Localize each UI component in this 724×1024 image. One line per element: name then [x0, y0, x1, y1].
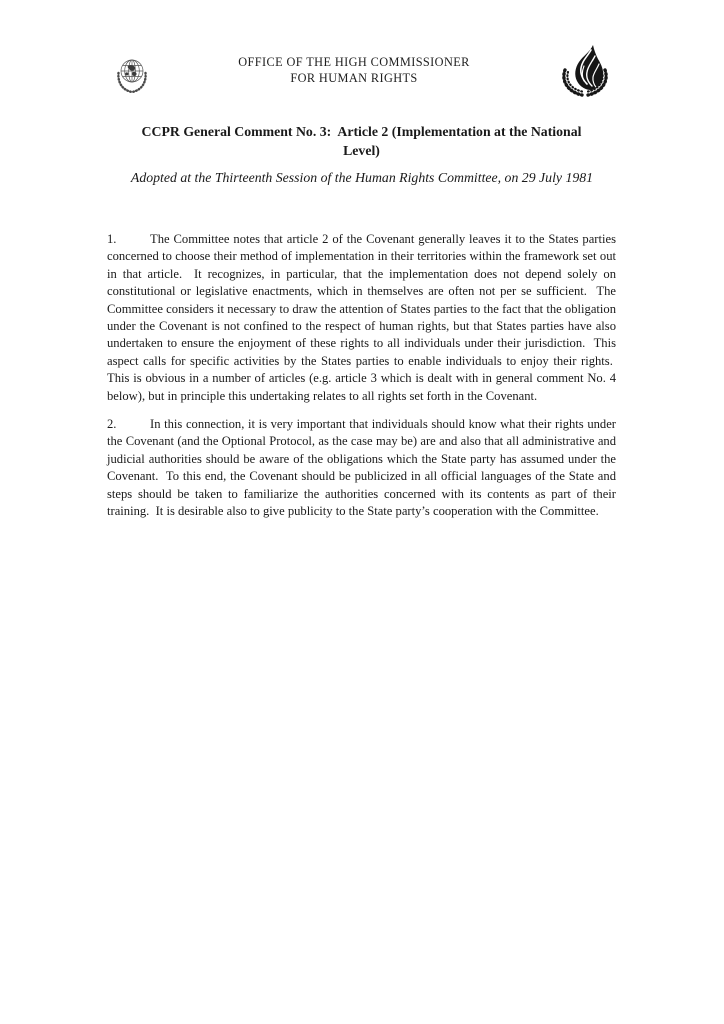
document-subtitle: Adopted at the Thirteenth Session of the Human Rights Committee, on 29 July 1981	[130, 170, 594, 185]
paragraph-1-text: The Committee notes that article 2 of the Covenant generally leaves it to the States parties concerned to choose their method of implementation in their territories within the framework set out in that article. It recognizes, in particular, that the implementation does not depend solely on constitutional or legislative enactments, which in themselves are often not per se sufficient. The Committee considers it necessary to draw the attention of States parties to the fact that the obligation under the Covenant is not confined to the respect of human rights, but that States parties have also undertaken to ensure the enjoyment of these rights to all individuals under their jurisdiction. This aspect calls for specific activities by the States parties to enable individuals to enjoy their rights. This is obvious in a number of articles (e.g. article 3 which is dealt with in general comment No. 4 below), but in principle this undertaking relates to all rights set forth in the Covenant.	[107, 232, 616, 403]
paragraph-1-number: 1.	[107, 232, 117, 246]
document-title-line2: Level)	[343, 143, 380, 159]
paragraph-1	[107, 231, 616, 405]
paragraph-2	[107, 416, 616, 520]
org-title-line1: OFFICE OF THE HIGH COMMISSIONER	[238, 55, 470, 69]
document-title-line1: CCPR General Comment No. 3: Article 2 (Implementation at the National	[141, 124, 582, 139]
document-title	[107, 122, 616, 161]
ohchr-flame-logo-icon	[557, 44, 613, 102]
paragraph-2-text: In this connection, it is very important that individuals should know what their rights under the Covenant (and the Optional Protocol, as the case may be) are and also that all administrative and judicial authorities should be aware of the obligations which the State party has assumed under the Covenant. To this end, the Covenant should be publicized in all official languages of the State and steps should be taken to familiarize the authorities concerned with its contents as part of their training. It is desirable also to give publicity to the State party’s cooperation with the Committee.	[107, 417, 616, 519]
org-title-line2: FOR HUMAN RIGHTS	[290, 71, 418, 85]
paragraph-2-number: 2.	[107, 417, 117, 432]
document-body	[107, 231, 616, 532]
